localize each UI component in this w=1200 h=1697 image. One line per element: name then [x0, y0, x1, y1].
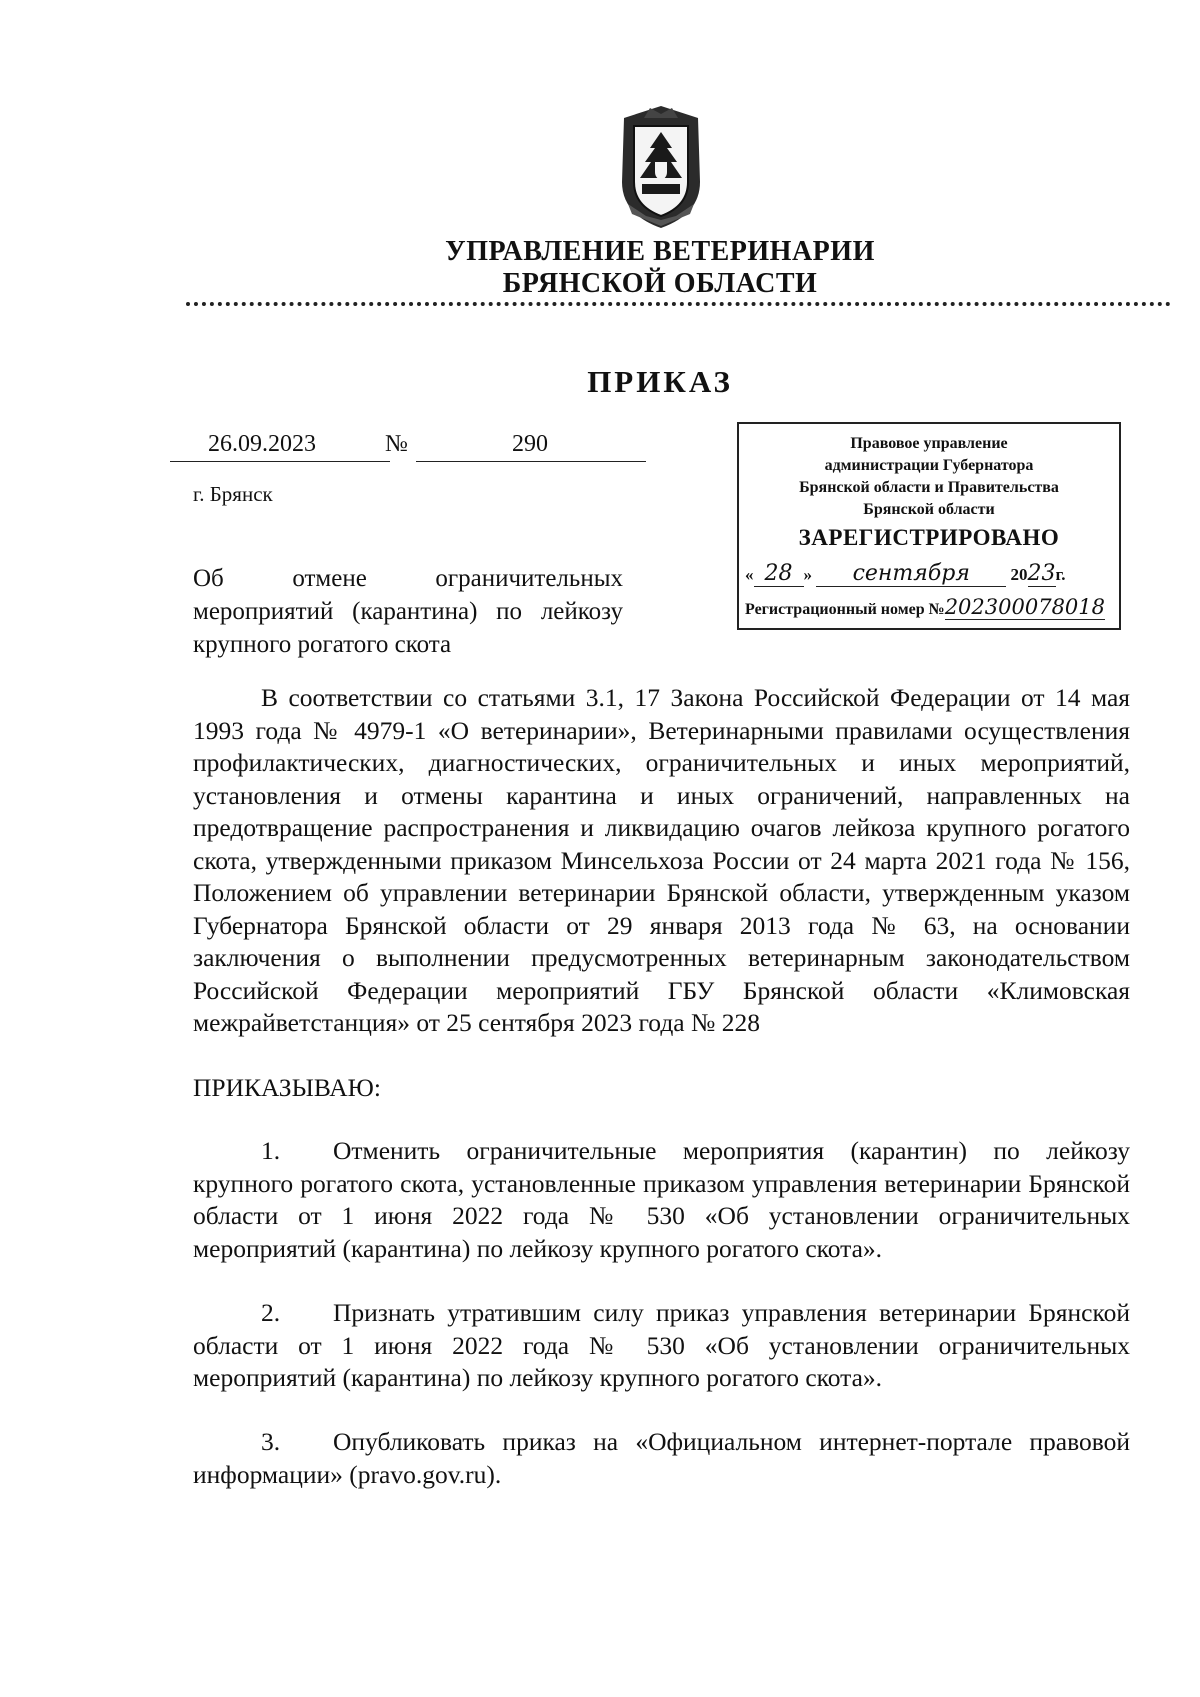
- order-word: ПРИКАЗЫВАЮ:: [193, 1073, 381, 1102]
- stamp-line2: администрации Губернатора: [824, 457, 1034, 474]
- stamp-reg-label: Регистрационный номер №: [745, 601, 945, 618]
- preamble-paragraph: В соответствии со статьями 3.1, 17 Закона Российской Федерации от 14 мая 1993 года № 4979-1 «О ветеринарии», Ветеринарными правилами осуществления профилактических, диагностических, ограничительных и иных мероприятий, установления и отмены карантина и иных ограничений, направленных на предотвращение распространения и ликвидацию очагов лейкоза крупного рогатого скота, утвержденными приказом Минсельхоза России от 24 марта 2021 года № 156, Положением об управлении ветеринарии Брянской области, утвержденным указом Губернатора Брянской области от 29 января 2013 года № 63, на основании заключения о выполнении предусмотренных ветеринарным законодательством Российской Федерации мероприятий ГБУ Брянской области «Климовская межрайветстанция» от 25 сентября 2023 года № 228: [193, 683, 1130, 1037]
- stamp-year-suffix: 23: [1027, 561, 1056, 586]
- stamp-registered: ЗАРЕГИСТРИРОВАНО: [798, 525, 1060, 550]
- coat-of-arms-emblem: [616, 104, 706, 230]
- order-item-1: [193, 1135, 1130, 1265]
- stamp-line4: Брянской области: [863, 501, 995, 518]
- number-underline: [416, 461, 646, 462]
- document-date: 26.09.2023: [208, 431, 316, 457]
- document-subject: Об отмене ограничительных мероприятий (карантина) по лейкозу крупного рогатого скота: [193, 565, 623, 658]
- order-item-text: Опубликовать приказ на «Официальном интернет-портале правовой информации» (pravo.gov.ru).: [193, 1427, 1130, 1489]
- document-number: 290: [512, 431, 548, 457]
- stamp-line3: Брянской области и Правительства: [799, 479, 1059, 496]
- order-item-3: [193, 1426, 1130, 1491]
- stamp-month: сентября: [852, 561, 970, 586]
- stamp-year-prefix: 20: [1010, 565, 1028, 584]
- registration-stamp: [737, 422, 1121, 630]
- stamp-year-unit: г.: [1055, 565, 1066, 584]
- organization-name-line2: БРЯНСКОЙ ОБЛАСТИ: [502, 268, 818, 299]
- document-title: ПРИКАЗ: [587, 364, 733, 399]
- date-underline: [170, 461, 390, 462]
- stamp-line1: Правовое управление: [850, 435, 1008, 452]
- stamp-date: [739, 561, 1119, 587]
- order-item-2: [193, 1297, 1130, 1395]
- date-number-line: [170, 431, 646, 465]
- document-city: г. Брянск: [193, 482, 273, 506]
- order-item-number: 2.: [261, 1298, 281, 1327]
- number-sign: №: [385, 431, 408, 457]
- stamp-quote-close: »: [803, 565, 812, 584]
- order-item-text: Отменить ограничительные мероприятия (карантин) по лейкозу крупного рогатого скота, установленные приказом управления ветеринарии Брянской области от 1 июня 2022 года № 530 «Об установлении ограничительных мероприятий (карантина) по лейкозу крупного рогатого скота».: [193, 1136, 1130, 1263]
- stamp-reg-number: 202300078018: [944, 595, 1106, 619]
- order-item-number: 1.: [261, 1136, 281, 1165]
- order-item-number: 3.: [261, 1427, 281, 1456]
- header-divider: [186, 302, 1171, 306]
- order-item-text: Признать утратившим силу приказ управления ветеринарии Брянской области от 1 июня 2022 года № 530 «Об установлении ограничительных мероприятий (карантина) по лейкозу крупного рогатого скота».: [193, 1298, 1130, 1392]
- stamp-reg-number-line: [739, 595, 1119, 619]
- stamp-day: 28: [764, 561, 793, 586]
- organization-name-line1: УПРАВЛЕНИЕ ВЕТЕРИНАРИИ: [445, 236, 875, 267]
- stamp-quote-open: «: [745, 565, 754, 584]
